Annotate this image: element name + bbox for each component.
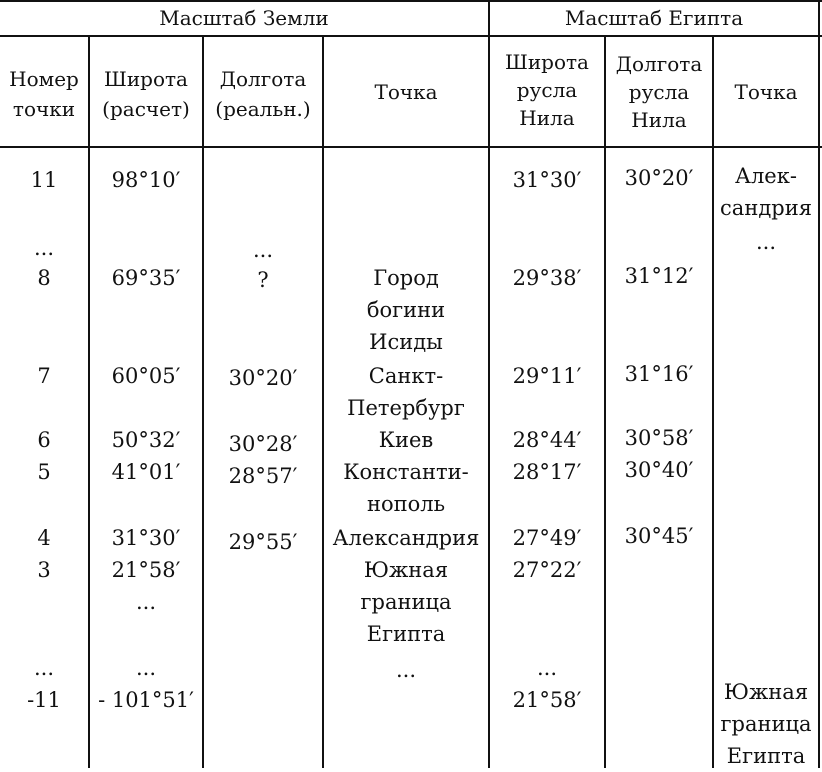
nile-lon-cell: 30°20′ bbox=[624, 166, 694, 190]
nile-lat-cell: 29°11′ bbox=[512, 364, 582, 388]
nile-lon-cell: 31°16′ bbox=[624, 362, 694, 386]
point-cell: Город богини Исиды bbox=[366, 266, 446, 354]
num-cell: 8 bbox=[37, 266, 51, 290]
lat-cell: ... bbox=[135, 590, 157, 614]
point-cell: Александрия bbox=[332, 526, 480, 550]
egypt-point-cell: Южная граница Египта bbox=[720, 680, 812, 768]
rule-col-2 bbox=[202, 35, 204, 768]
nile-lat-cell: 27°22′ bbox=[512, 558, 582, 582]
header-nile-latitude: Широта русла Нила bbox=[505, 50, 589, 130]
nile-lat-cell: 21°58′ bbox=[512, 688, 582, 712]
nile-lat-cell: 29°38′ bbox=[512, 266, 582, 290]
group-egypt: Масштаб Египта bbox=[564, 6, 744, 30]
rule-top bbox=[0, 0, 822, 2]
lat-cell: 60°05′ bbox=[111, 364, 181, 388]
point-cell: Южная граница Египта bbox=[360, 558, 452, 646]
num-cell: 3 bbox=[37, 558, 51, 582]
lat-cell: - 101°51′ bbox=[98, 688, 194, 712]
header-egypt-point: Точка bbox=[734, 80, 798, 104]
nile-lon-cell: 30°58′ bbox=[624, 426, 694, 450]
num-cell: ... bbox=[33, 656, 55, 680]
rule-under-header bbox=[0, 146, 822, 148]
lat-cell: 41°01′ bbox=[111, 460, 181, 484]
header-longitude-real: Долгота (реальн.) bbox=[215, 67, 311, 121]
header-latitude-calc: Широта (расчет) bbox=[102, 67, 190, 121]
header-point-number: Номер точки bbox=[9, 67, 79, 121]
num-cell: 4 bbox=[37, 526, 51, 550]
nile-lon-cell: 30°45′ bbox=[624, 524, 694, 548]
lat-cell: 21°58′ bbox=[111, 558, 181, 582]
lat-cell: 50°32′ bbox=[111, 428, 181, 452]
rule-col-7 bbox=[818, 0, 820, 768]
lon-cell: 30°28′ bbox=[228, 432, 298, 456]
header-point: Точка bbox=[374, 80, 438, 104]
lat-cell: 69°35′ bbox=[111, 266, 181, 290]
lat-cell: ... bbox=[135, 656, 157, 680]
egypt-point-cell: ... bbox=[755, 230, 777, 254]
nile-lon-cell: 31°12′ bbox=[624, 264, 694, 288]
nile-lat-cell: 28°44′ bbox=[512, 428, 582, 452]
lon-cell: 29°55′ bbox=[228, 530, 298, 554]
num-cell: -11 bbox=[27, 688, 61, 712]
point-cell: Санкт- Петербург bbox=[347, 364, 465, 420]
nile-lat-cell: ... bbox=[536, 656, 558, 680]
egypt-point-cell: Алек- сандрия bbox=[720, 164, 812, 220]
num-cell: 7 bbox=[37, 364, 51, 388]
lat-cell: 98°10′ bbox=[111, 168, 181, 192]
lon-cell: ... bbox=[252, 238, 274, 262]
rule-col-6 bbox=[712, 35, 714, 768]
point-cell: Константи- нополь bbox=[343, 460, 469, 516]
nile-lon-cell: 30°40′ bbox=[624, 458, 694, 482]
nile-lat-cell: 27°49′ bbox=[512, 526, 582, 550]
point-cell: ... bbox=[395, 658, 417, 682]
nile-lat-cell: 28°17′ bbox=[512, 460, 582, 484]
rule-under-group bbox=[0, 35, 822, 37]
num-cell: ... bbox=[33, 236, 55, 260]
num-cell: 6 bbox=[37, 428, 51, 452]
header-nile-longitude: Долгота русла Нила bbox=[615, 52, 703, 132]
point-cell: Киев bbox=[378, 428, 434, 452]
lon-cell: 28°57′ bbox=[228, 464, 298, 488]
lon-cell: 30°20′ bbox=[228, 366, 298, 390]
lat-cell: 31°30′ bbox=[111, 526, 181, 550]
rule-col-5 bbox=[604, 35, 606, 768]
group-earth: Масштаб Земли bbox=[159, 6, 329, 30]
nile-lat-cell: 31°30′ bbox=[512, 168, 582, 192]
lon-cell: ? bbox=[257, 268, 269, 292]
num-cell: 5 bbox=[37, 460, 51, 484]
num-cell: 11 bbox=[30, 168, 58, 192]
